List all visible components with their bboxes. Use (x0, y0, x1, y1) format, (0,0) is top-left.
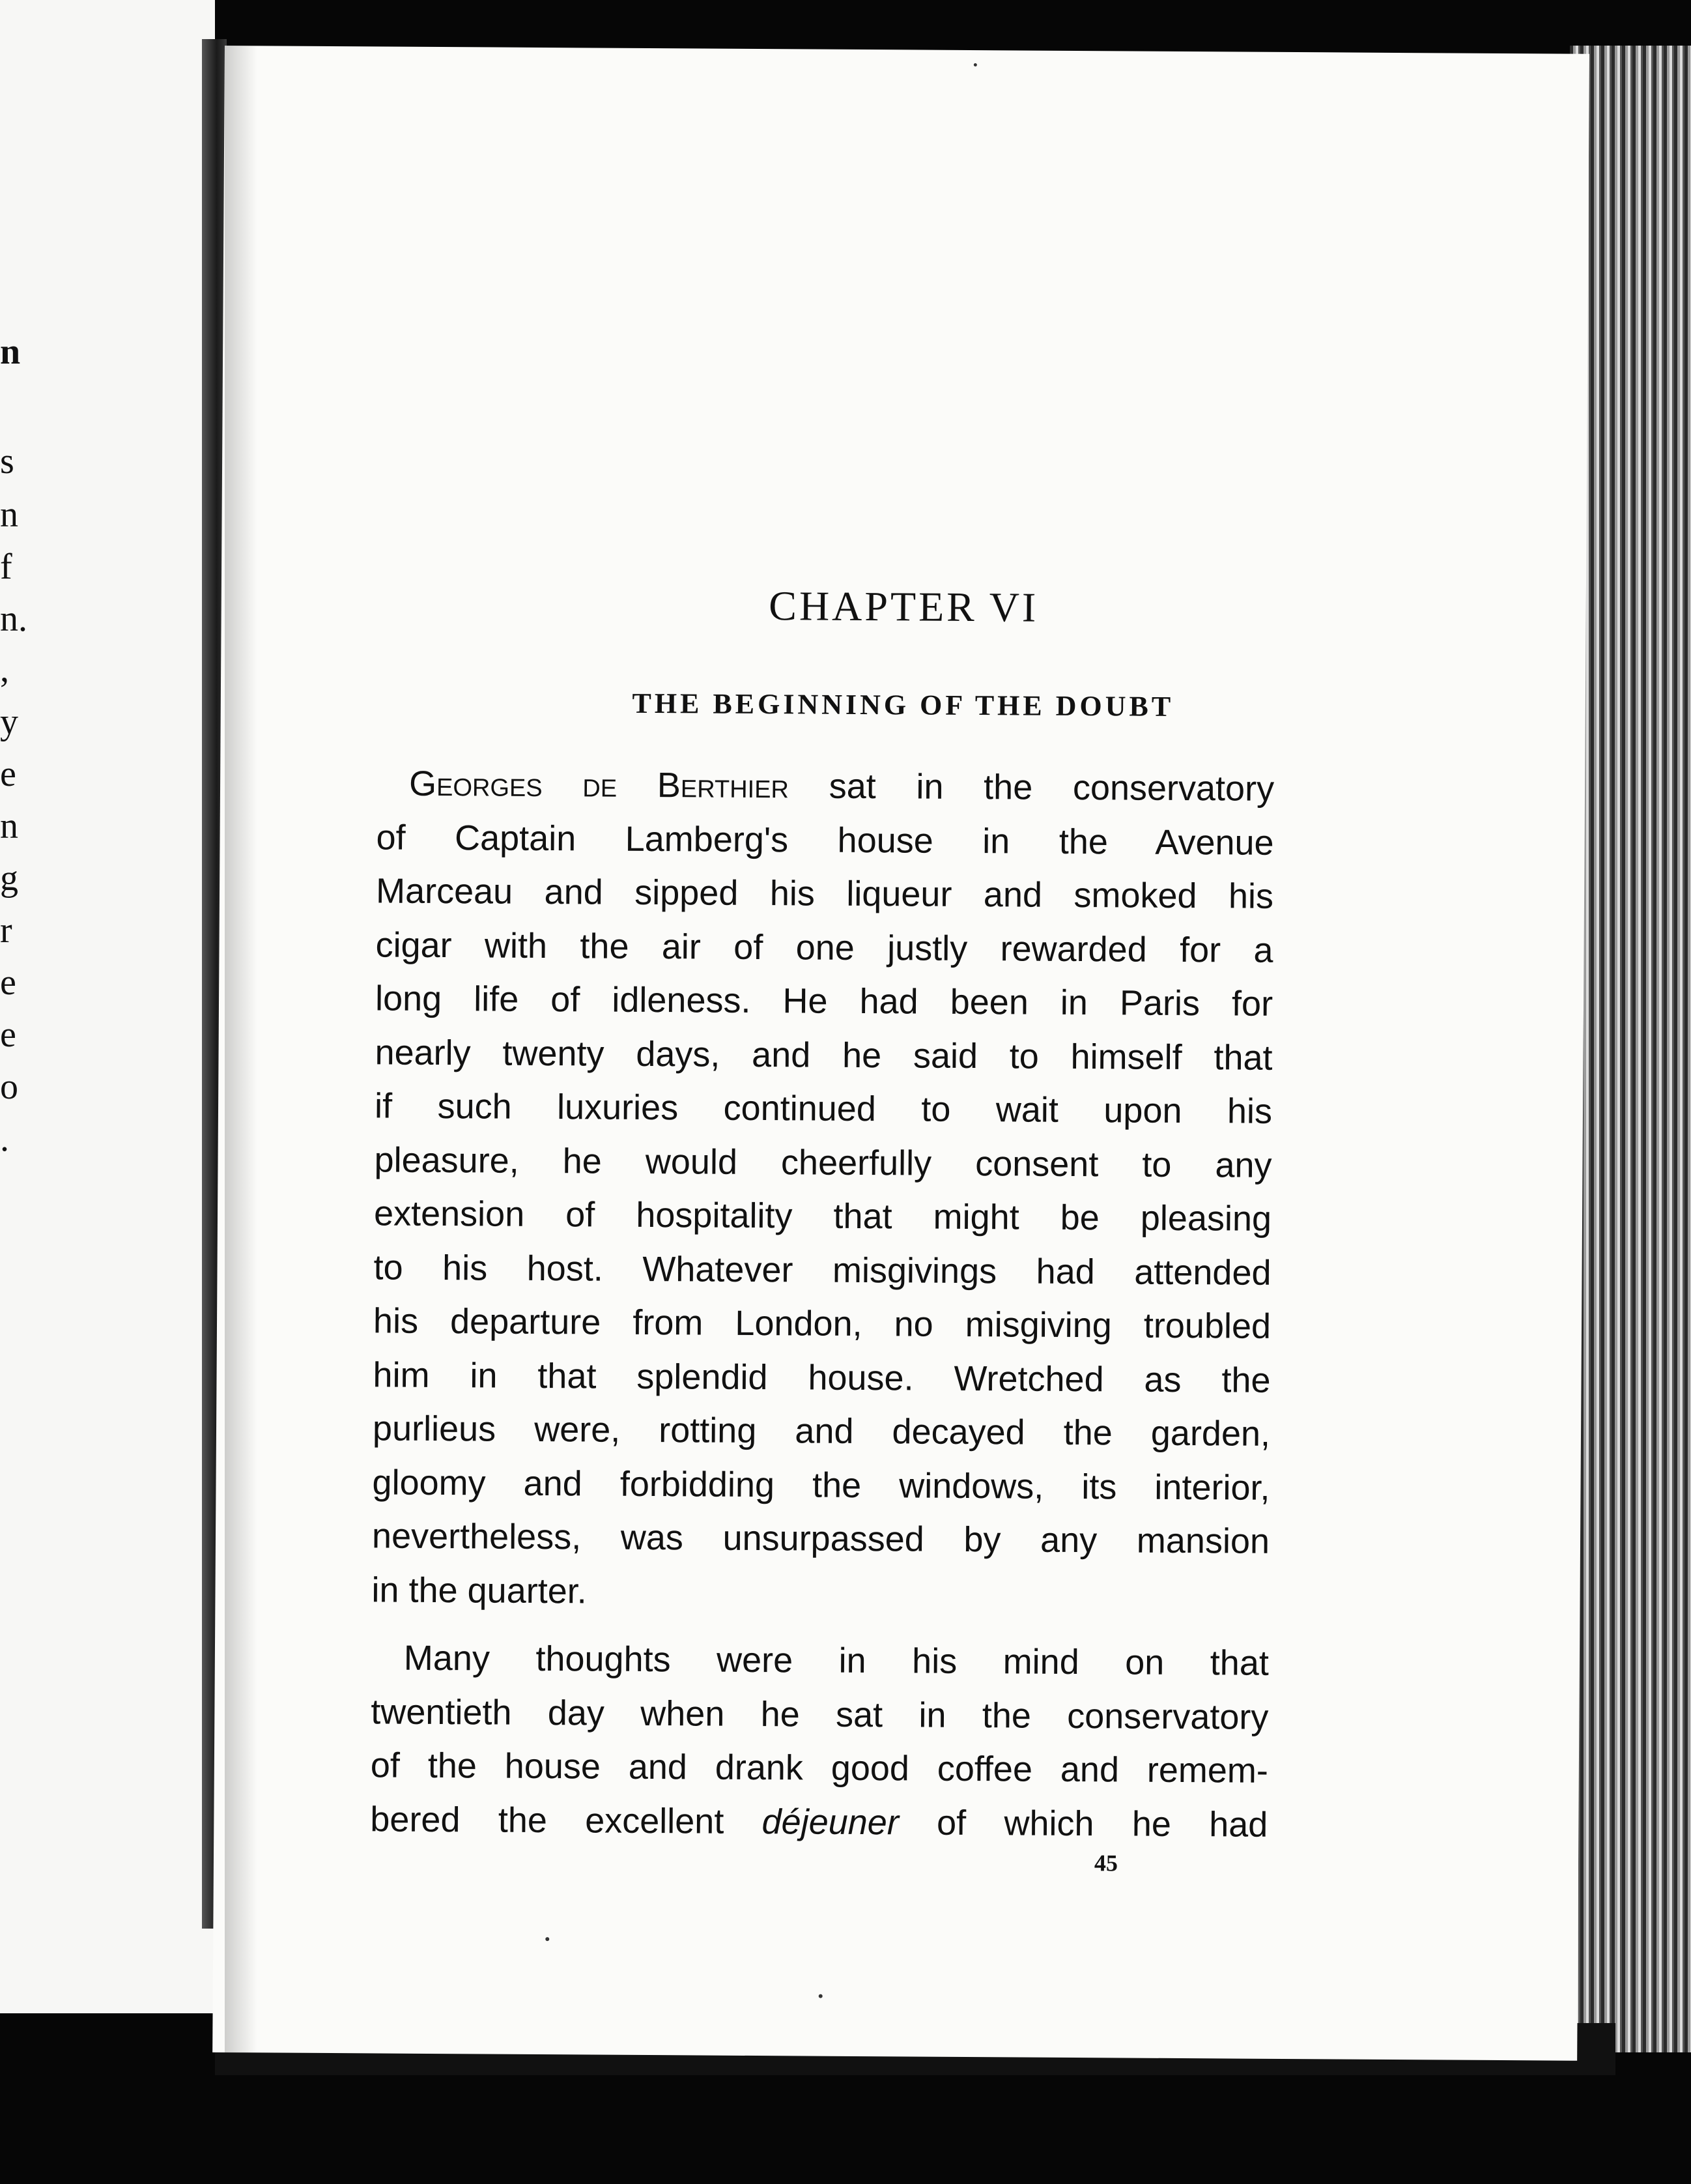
left-page-fragment: y (0, 702, 18, 742)
text-line: of the house and drank good coffee and remem- (370, 1746, 1269, 1790)
paper-speck (819, 1994, 823, 1998)
page-number: 45 (1094, 1850, 1118, 1876)
left-page-fragment: n (0, 495, 18, 535)
text-line: bered the excellent déjeuner of which he had (370, 1799, 1268, 1845)
text-line: his departure from London, no misgiving troubled (373, 1301, 1272, 1346)
book-page (212, 46, 1589, 2061)
left-page-fragment: s (0, 441, 14, 481)
text-line: him in that splendid house. Wretched as the (373, 1355, 1271, 1400)
left-page-fragment: n (0, 332, 21, 372)
text-line: Marceau and sipped his liqueur and smoked his (375, 871, 1274, 916)
text-line: nearly twenty days, and he said to himself that (375, 1032, 1273, 1078)
left-page-fragment: n. (0, 599, 27, 639)
left-page-fragment: e (0, 962, 16, 1003)
text-line: pleasure, he would cheerfully consent to any (374, 1140, 1272, 1185)
chapter-subtitle: THE BEGINNING OF THE DOUBT (632, 687, 1174, 723)
body-text (370, 756, 1274, 1851)
page-edges (1570, 46, 1691, 2052)
text-line: gloomy and forbidding the windows, its interior, (372, 1462, 1270, 1508)
text-line: Many thoughts were in his mind on that (403, 1638, 1270, 1683)
left-page-fragment: o (0, 1067, 18, 1107)
text-line: nevertheless, was unsurpassed by any mansion (371, 1516, 1270, 1561)
left-page-fragment: f (0, 547, 12, 587)
paper-speck (545, 1937, 549, 1941)
left-page-fragment: g (0, 858, 18, 898)
text-line: Georges de Berthier sat in the conservatory (408, 764, 1275, 809)
text-line: to his host. Whatever misgivings had attended (373, 1247, 1272, 1293)
left-page-fragment: , (0, 650, 9, 690)
chapter-title: CHAPTER VI (769, 582, 1039, 631)
text-line: if such luxuries continued to wait upon his (374, 1086, 1273, 1131)
page-gutter-shadow (225, 46, 257, 2052)
left-facing-page (0, 0, 215, 2013)
lead-in-name: Georges de Berthier (408, 764, 789, 806)
text-line: in the quarter. (371, 1570, 587, 1611)
left-page-fragment: n (0, 806, 18, 846)
text-line: extension of hospitality that might be pleasing (373, 1194, 1272, 1239)
left-page-fragment: . (0, 1119, 9, 1159)
text-line: long life of idleness. He had been in Paris for (375, 979, 1273, 1024)
left-page-fragment: e (0, 1014, 16, 1055)
text-line: purlieus were, rotting and decayed the garden, (372, 1409, 1271, 1454)
text-line: cigar with the air of one justly rewarded for a (375, 925, 1273, 970)
text-line: twentieth day when he sat in the conservatory (371, 1691, 1269, 1737)
text-line: of Captain Lamberg's house in the Avenue (376, 817, 1274, 863)
left-page-fragment: r (0, 910, 12, 951)
italic-word: déjeuner (761, 1802, 899, 1842)
paper-speck (974, 63, 977, 66)
left-page-fragment: e (0, 754, 16, 794)
